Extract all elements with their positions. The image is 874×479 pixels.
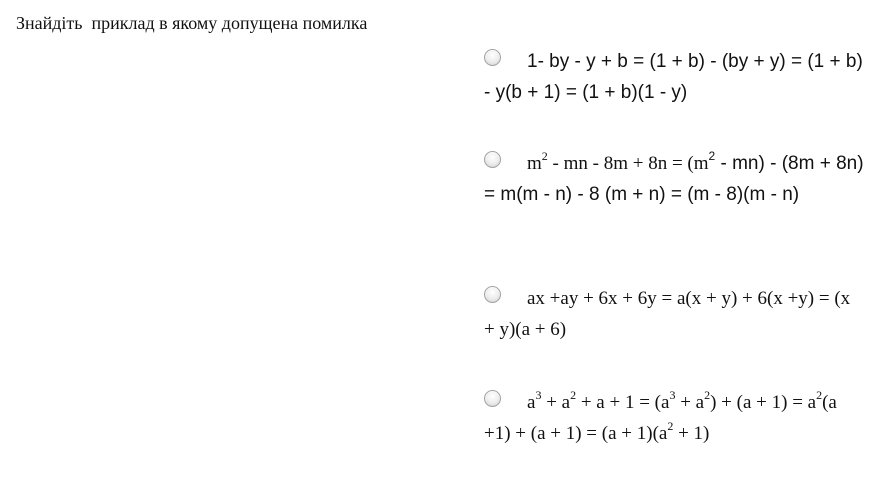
radio-button-2[interactable] xyxy=(484,151,501,168)
option-1-expression: 1- by - y + b = (1 + b) - (by + y) = (1 + b) - y(b + 1) = (1 + b)(1 - y) xyxy=(484,51,863,103)
option-4-exponent-3: 3 xyxy=(669,387,676,402)
radio-button-1[interactable] xyxy=(484,49,501,66)
radio-button-4[interactable] xyxy=(484,390,501,407)
option-4-exponent-2: 2 xyxy=(570,387,577,402)
answer-option-2[interactable] xyxy=(484,148,864,210)
option-2-part-a: - mn - 8m + 8n = (m xyxy=(547,153,709,174)
answer-option-3[interactable] xyxy=(484,283,864,345)
option-3-text xyxy=(484,283,864,345)
option-4-exponent-5: 2 xyxy=(816,387,823,402)
question-text: Знайдіть приклад в якому допущена помилка xyxy=(16,13,368,33)
option-2-part-b: - mn) - (8m + 8n) = m(m - n) - 8 (m + n) = (m - 8)(m - n) xyxy=(484,153,864,205)
option-4-part-g: + 1) xyxy=(673,423,710,444)
option-4-part-c: + a + 1 = (a xyxy=(576,392,670,413)
radio-button-3[interactable] xyxy=(484,286,501,303)
option-2-text xyxy=(484,148,864,210)
option-4-part-f: (a +1) + (a + 1) = (a + 1)(a xyxy=(484,392,837,444)
option-4-part-e: ) + (a + 1) = a xyxy=(710,392,817,413)
answer-option-1[interactable] xyxy=(484,46,864,108)
option-4-part-b: + a xyxy=(541,392,571,413)
option-2-exponent-2: 2 xyxy=(708,148,716,163)
option-4-part-d: + a xyxy=(675,392,705,413)
option-3-expression: ax +ay + 6x + 6y = a(x + y) + 6(x +y) = (x + y)(a + 6) xyxy=(484,288,851,340)
option-4-exponent-4: 2 xyxy=(704,387,711,402)
option-4-text xyxy=(484,387,864,449)
option-4-exponent-1: 3 xyxy=(535,387,542,402)
option-4-part-a: a xyxy=(527,392,536,413)
answer-option-4[interactable] xyxy=(484,387,864,449)
option-4-exponent-6: 2 xyxy=(667,418,674,433)
option-2-part-m: m xyxy=(527,153,542,174)
option-2-exponent-1: 2 xyxy=(541,148,548,163)
option-1-text xyxy=(484,46,864,108)
